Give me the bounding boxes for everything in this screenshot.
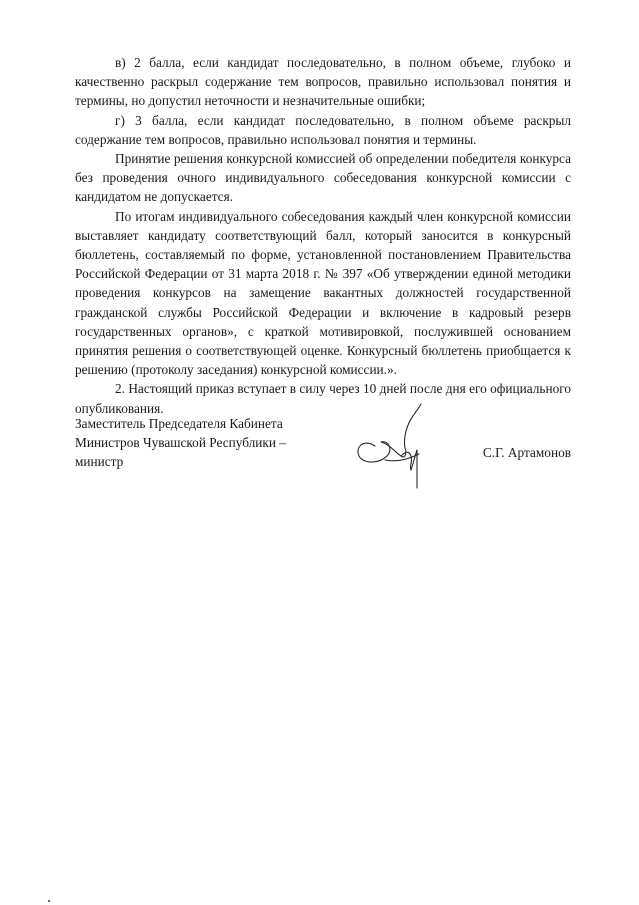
signer-position xyxy=(75,414,325,472)
signer-position-line: Министров Чувашской Республики – xyxy=(75,435,286,451)
paragraph-effective-date: 2. Настоящий приказ вступает в силу через 10 дней после дня его официального опубликования. xyxy=(75,381,571,416)
signer-position-line: Заместитель Председателя Кабинета xyxy=(75,416,283,431)
handwritten-signature-icon xyxy=(345,394,445,494)
paragraph-no-interview: Принятие решения конкурсной комиссией об определении победителя конкурса без проведения очного индивидуального собеседования конкурсной комиссии с кандидатом не допускается. xyxy=(75,151,571,205)
scan-speck xyxy=(48,900,50,902)
signer-name: С.Г. Артамонов xyxy=(482,445,571,460)
document-body xyxy=(75,53,571,418)
signature-block xyxy=(75,414,571,504)
signer-position-line: министр xyxy=(75,454,124,470)
paragraph-item-g: г) 3 балла, если кандидат последовательно, в полном объеме раскрыл содержание тем вопросов, правильно использовал понятия и термины. xyxy=(75,112,571,147)
paragraph-interview-results: По итогам индивидуального собеседования каждый член конкурсной комиссии выставляет кандидату соответствующий балл, который заносится в конкурсный бюллетень, составляемый по форме, установленной постановлением Правительства Российской Федерации от 31 марта 2018 г. № 397 «Об утверждении единой методики проведения конкурсов на замещение вакантных должностей государственной гражданской службы Российской Федерации и включение в кадровый резерв государственных органов», с краткой мотивировкой, послужившей основанием принятия решения о соответствующей оценке. Конкурсный бюллетень приобщается к решению (протоколу заседания) конкурсной комиссии.». xyxy=(75,208,571,378)
paragraph-item-v: в) 2 балла, если кандидат последовательно, в полном объеме, глубоко и качественно раскрыл содержание тем вопросов, правильно использовал понятия и термины, но допустил неточности и незначительные ошибки; xyxy=(75,55,571,109)
